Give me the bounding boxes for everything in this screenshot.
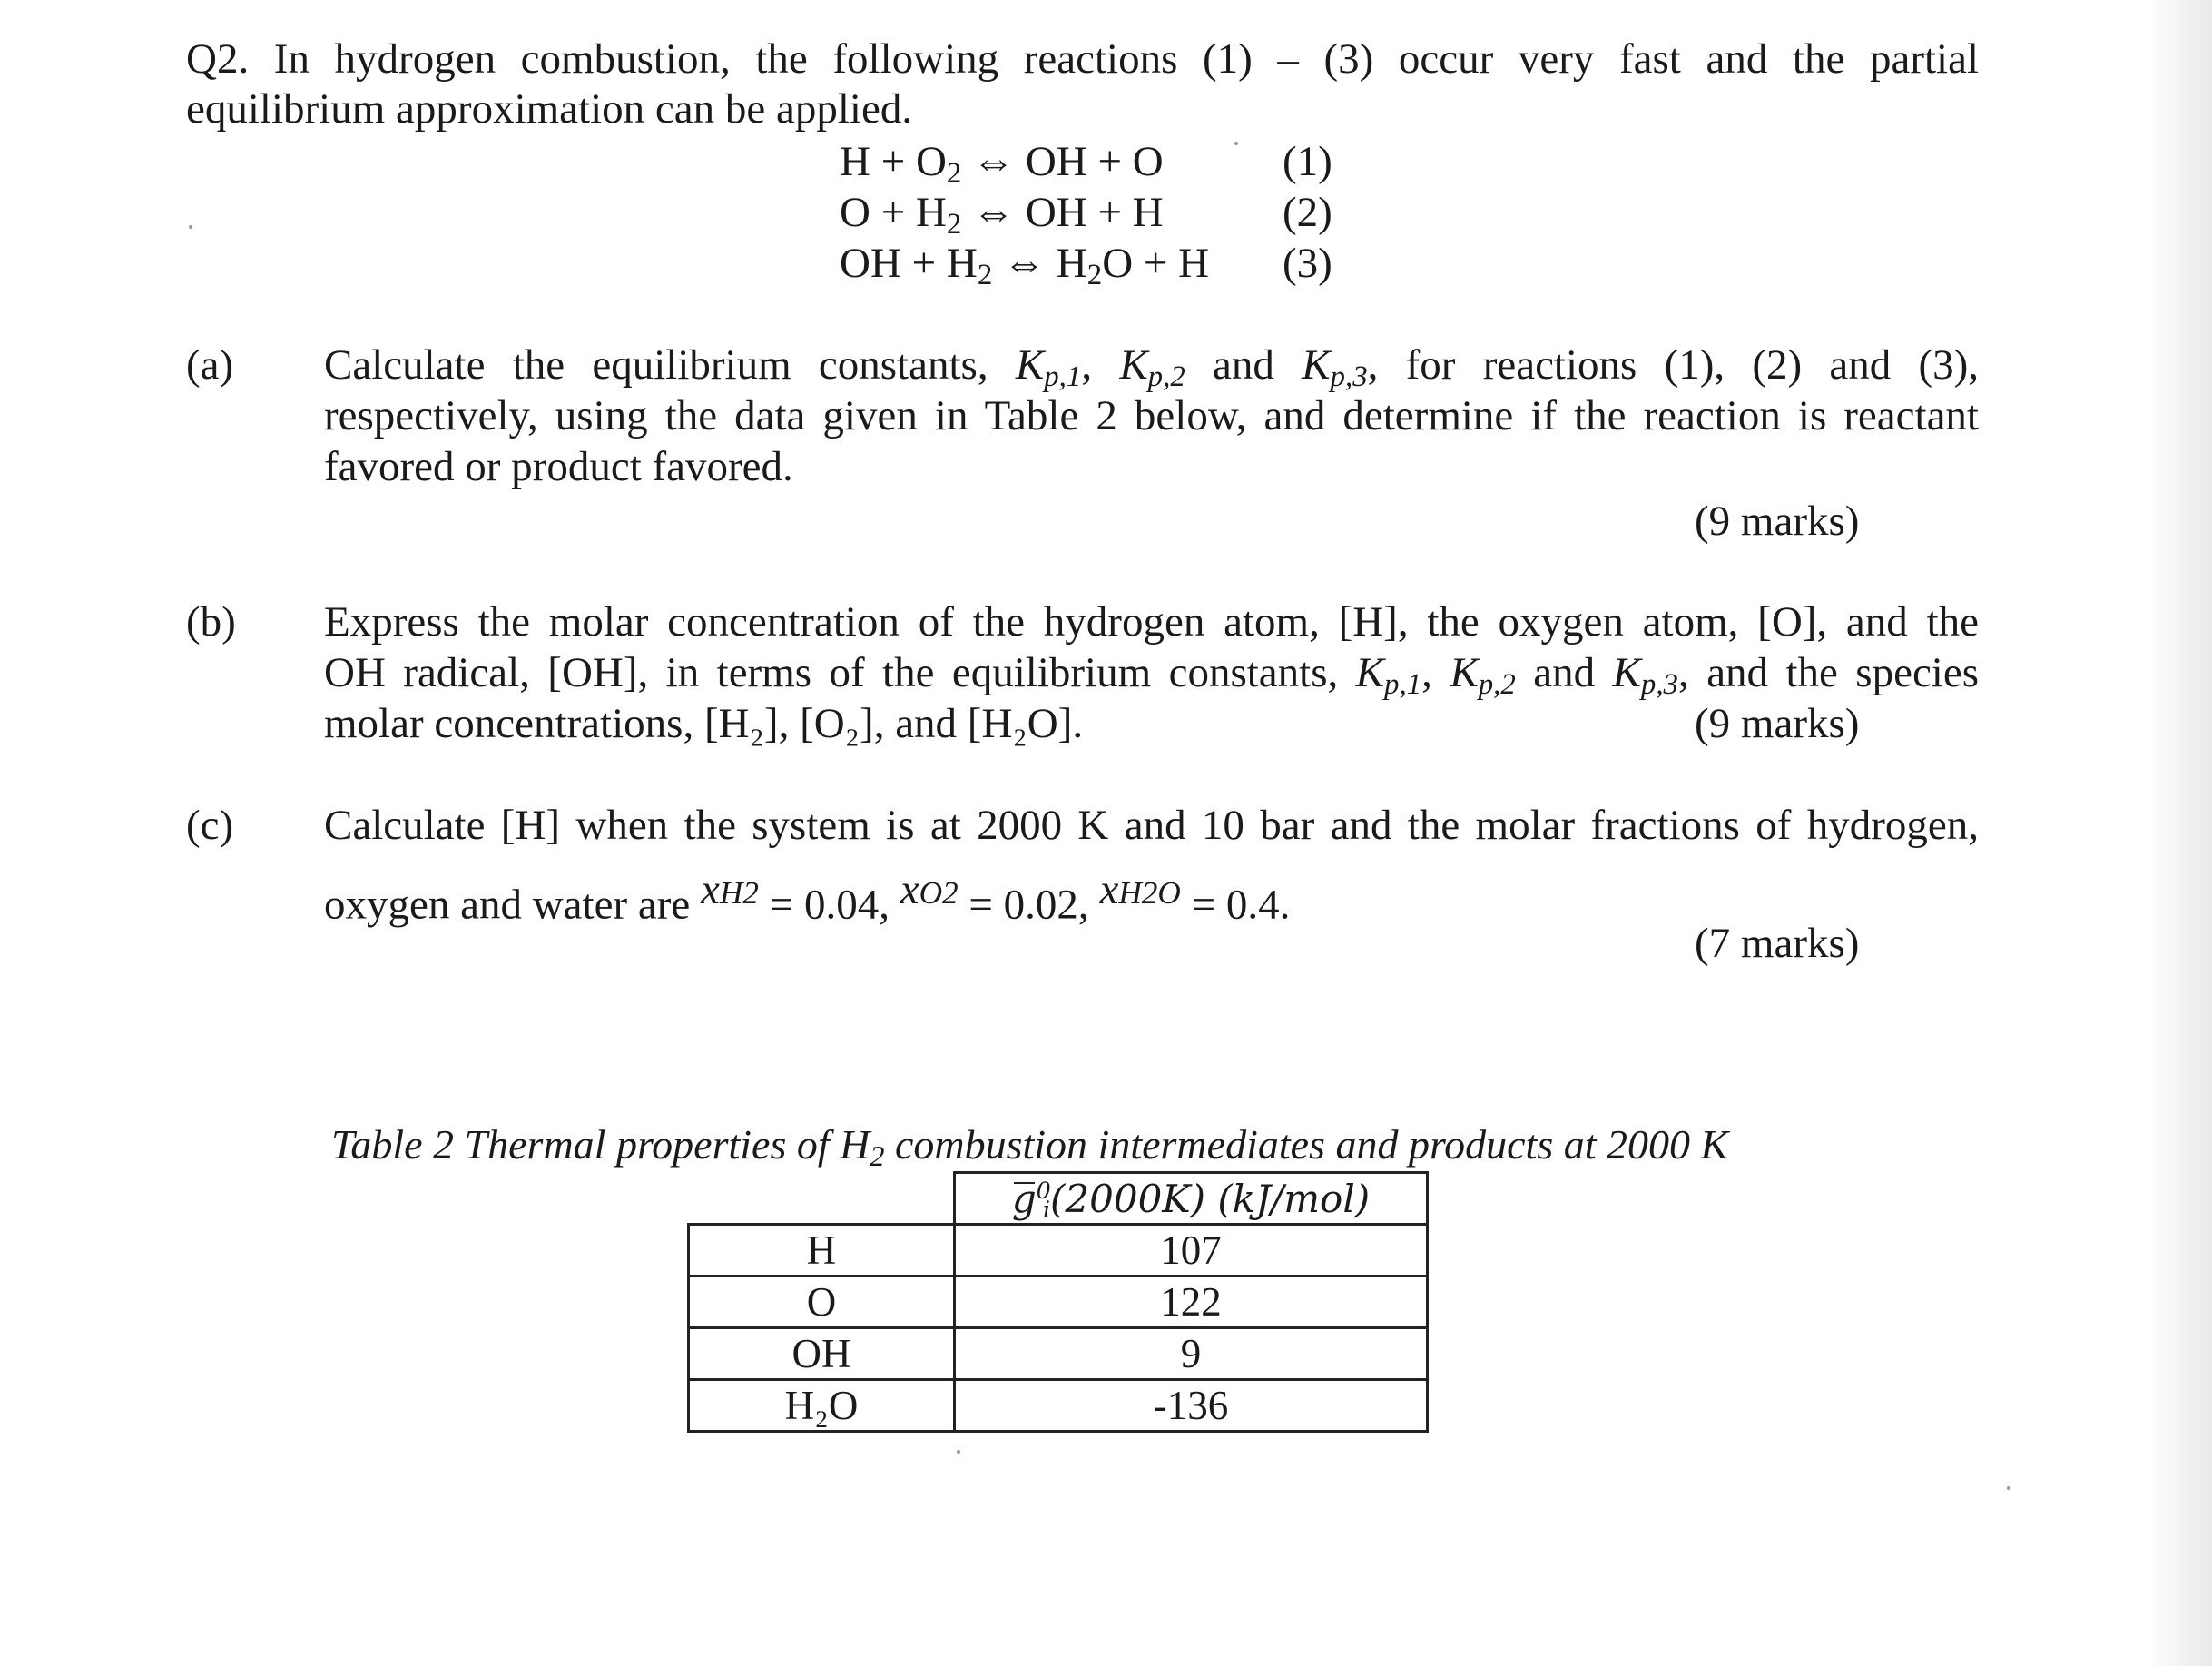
reaction-2: $O + H_2$ ⇔ OH + H [840, 189, 1164, 242]
scan-speck [1234, 142, 1238, 145]
question-intro-line2: equilibrium approximation can be applied. [186, 85, 913, 133]
part-c-line2: oxygen and water are xH2 = 0.04, xO2 = 0.02, xH2O = 0.4. [324, 866, 1291, 929]
reaction-1-number: (1) [1283, 138, 1332, 185]
table-cell-value: 9 [955, 1328, 1428, 1380]
table-header-empty [689, 1173, 955, 1225]
table-row [689, 1277, 1428, 1328]
scan-speck [2007, 1486, 2010, 1490]
thermal-properties-table [687, 1171, 1429, 1433]
table-header-row [689, 1173, 1428, 1225]
part-a-line3: favored or product favored. [324, 443, 793, 490]
reaction-3-number: (3) [1283, 240, 1332, 287]
scan-speck [957, 1450, 960, 1454]
reaction-1: $H + O_2$ ⇔ OH + O [840, 138, 1164, 191]
page-edge-shadow [2148, 0, 2212, 1666]
part-c-line1: Calculate [H] when the system is at 2000 K and 10 bar and the molar fractions of hydrogen, [324, 802, 1979, 849]
part-b-marks: (9 marks) [1695, 700, 1860, 747]
table-cell-species: OH [689, 1328, 955, 1380]
part-a-line1: Calculate the equilibrium constants, $K_{p,1}$, $K_{p,2}$ and $K_{p,3}$, for reactions (1), (2) and (3), [324, 341, 1980, 394]
reaction-3: OH + $H_2$ ⇔ $H_2O + H$ [840, 240, 1210, 292]
table-row [689, 1328, 1428, 1380]
table-cell-value: 107 [955, 1225, 1428, 1277]
table-cell-species: H [689, 1225, 955, 1277]
reaction-2-number: (2) [1283, 189, 1332, 236]
table-cell-value: 122 [955, 1277, 1428, 1328]
part-c-label: (c) [186, 802, 234, 849]
part-b-line2: OH radical, [OH], in terms of the equilibrium constants, $K_{p,1}$, $K_{p,2}$ and $K_{p,3}$, and the species [324, 649, 1980, 702]
part-a-label: (a) [186, 341, 234, 389]
question-intro-line1: Q2. In hydrogen combustion, the following reactions (1) – (3) occur very fast and the partial [186, 35, 1979, 83]
scan-speck [189, 225, 192, 229]
part-c-marks: (7 marks) [1695, 920, 1860, 967]
table-cell-value: -136 [955, 1380, 1428, 1432]
part-b-line3: molar concentrations, [H₂], [O₂], and [H₂O]. [324, 700, 1084, 747]
part-b-label: (b) [186, 598, 236, 646]
part-a-line2: respectively, using the data given in Table 2 below, and determine if the reaction is reactant [324, 392, 1979, 439]
table-row [689, 1225, 1428, 1277]
part-a-marks: (9 marks) [1695, 498, 1860, 545]
table-cell-species: O [689, 1277, 955, 1328]
table-cell-species: H₂O [689, 1380, 955, 1432]
part-b-line1: Express the molar concentration of the hydrogen atom, [H], the oxygen atom, [O], and the [324, 598, 1979, 646]
table-row [689, 1380, 1428, 1432]
table-header-gibbs: $g^0_i(2000K)$ (kJ/mol) [955, 1173, 1428, 1225]
table-caption: Table 2 Thermal properties of $H_2$ combustion intermediates and products at 2000 K [331, 1121, 1729, 1173]
